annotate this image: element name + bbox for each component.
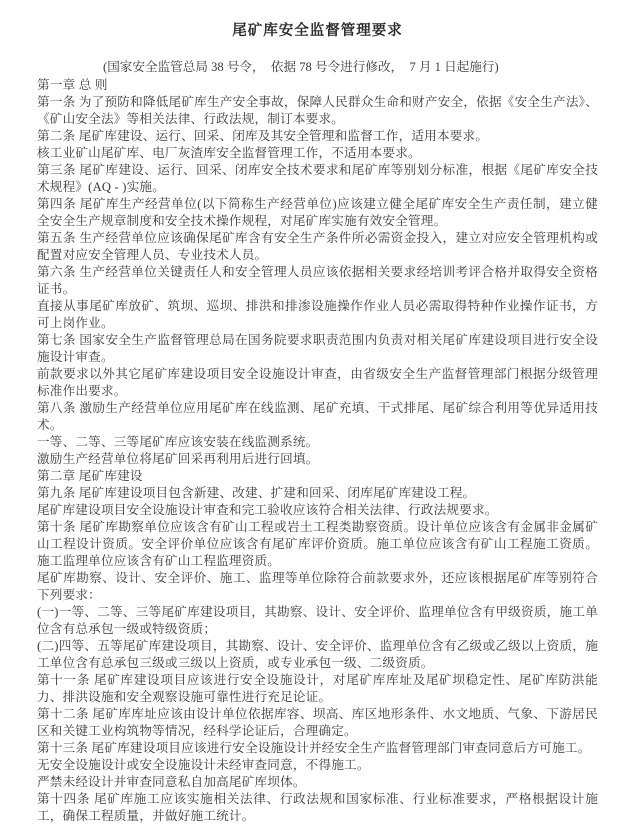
paragraph: 严禁未经设计并审查同意私自加高尾矿库坝体。 bbox=[37, 775, 306, 789]
paragraph: 尾矿库勘察、设计、安全评价、施工、监理等单位除符合前款要求外，还应该根据尾矿库等别符合下列要求： bbox=[37, 571, 598, 602]
paragraph: 第六条 生产经营单位关键责任人和安全管理人员应该依据相关要求经培训考评合格并取得安全资格证书。 bbox=[37, 265, 598, 296]
paragraph: (一)一等、二等、三等尾矿库建设项目，其勘察、设计、安全评价、监理单位含有甲级资质，施工单位含有总承包一级或特级资质； bbox=[37, 605, 598, 636]
paragraph: 一等、二等、三等尾矿库应该安装在线监测系统。 bbox=[37, 435, 319, 449]
paragraph: 直接从事尾矿库放矿、筑坝、巡坝、排洪和排渗设施操作作业人员必需取得特种作业操作证书，方可上岗作业。 bbox=[37, 299, 598, 330]
paragraph: 第一章 总 则 bbox=[37, 78, 108, 92]
paragraph: 第四条 尾矿库生产经营单位(以下简称生产经营单位)应该建立健全尾矿库安全生产责任制，建立健全安全生产规章制度和安全技术操作规程，对尾矿库实施有效安全管理。 bbox=[37, 197, 598, 228]
paragraph: 第十一条 尾矿库建设项目应该进行安全设施设计，对尾矿库库址及尾矿坝稳定性、尾矿库防洪能力、排洪设施和安全观察设施可靠性进行充足论证。 bbox=[37, 673, 598, 704]
paragraph: 前款要求以外其它尾矿库建设项目安全设施设计审查，由省级安全生产监督管理部门根据分级管理标准作出要求。 bbox=[37, 367, 598, 398]
paragraph: 第十条 尾矿库勘察单位应该含有矿山工程或岩土工程类勘察资质。设计单位应该含有金属非金属矿山工程设计资质。安全评价单位应该含有尾矿库评价资质。施工单位应该含有矿山工程施工资质。施工监理单位应该含有矿山工程监理资质。 bbox=[37, 520, 598, 568]
paragraph: 第二章 尾矿库建设 bbox=[37, 469, 143, 483]
document-body bbox=[37, 77, 598, 825]
paragraph: 第十三条 尾矿库建设项目应该进行安全设施设计并经安全生产监督管理部门审查同意后方可施工。 bbox=[37, 741, 591, 755]
paragraph: 第十四条 尾矿库施工应该实施相关法律、行政法规和国家标准、行业标准要求，严格根据设计施工，确保工程质量，并做好施工统计。 bbox=[37, 792, 598, 823]
paragraph: 核工业矿山尾矿库、电厂灰渣库安全监督管理工作，不适用本要求。 bbox=[37, 146, 421, 160]
issuance-note: (国家安全监管总局 38 号令， 依据 78 号令进行修改， 7 月 1 日起施行) bbox=[103, 60, 499, 74]
paragraph: 第五条 生产经营单位应该确保尾矿库含有安全生产条件所必需资金投入，建立对应安全管理机构或配置对应安全管理人员、专业技术人员。 bbox=[37, 231, 598, 262]
document-title: 尾矿库安全监督管理要求 bbox=[232, 23, 403, 39]
paragraph: 第九条 尾矿库建设项目包含新建、改建、扩建和回采、闭库尾矿库建设工程。 bbox=[37, 486, 476, 500]
paragraph: (二)四等、五等尾矿库建设项目，其勘察、设计、安全评价、监理单位含有乙级或乙级以上资质，施工单位含有总承包三级或三级以上资质，或专业承包一级、二级资质。 bbox=[37, 639, 598, 670]
paragraph: 尾矿库建设项目安全设施设计审查和完工验收应该符合相关法律、行政法规要求。 bbox=[37, 503, 498, 517]
paragraph: 第三条 尾矿库建设、运行、回采、闭库安全技术要求和尾矿库等别划分标准，根据《尾矿库安全技术规程》(AQ - )实施。 bbox=[37, 163, 598, 194]
paragraph: 激励生产经营单位将尾矿回采再利用后进行回填。 bbox=[37, 452, 319, 466]
paragraph: 第十二条 尾矿库库址应该由设计单位依据库容、坝高、库区地形条件、水文地质、气象、下游居民区和关键工业构筑物等情况，经科学论证后，合理确定。 bbox=[37, 707, 598, 738]
paragraph: 第八条 激励生产经营单位应用尾矿库在线监测、尾矿充填、干式排尾、尾矿综合利用等优异适用技术。 bbox=[37, 401, 598, 432]
paragraph: 无安全设施设计或安全设施设计未经审查同意，不得施工。 bbox=[37, 758, 370, 772]
paragraph: 第一条 为了预防和降低尾矿库生产安全事故，保障人民群众生命和财产安全，依据《安全生产法》、《矿山安全法》等相关法律、行政法规，制订本要求。 bbox=[37, 95, 598, 126]
paragraph: 第二条 尾矿库建设、运行、回采、闭库及其安全管理和监督工作，适用本要求。 bbox=[37, 129, 489, 143]
paragraph: 第七条 国家安全生产监督管理总局在国务院要求职责范围内负责对相关尾矿库建设项目进行安全设施设计审查。 bbox=[37, 333, 598, 364]
